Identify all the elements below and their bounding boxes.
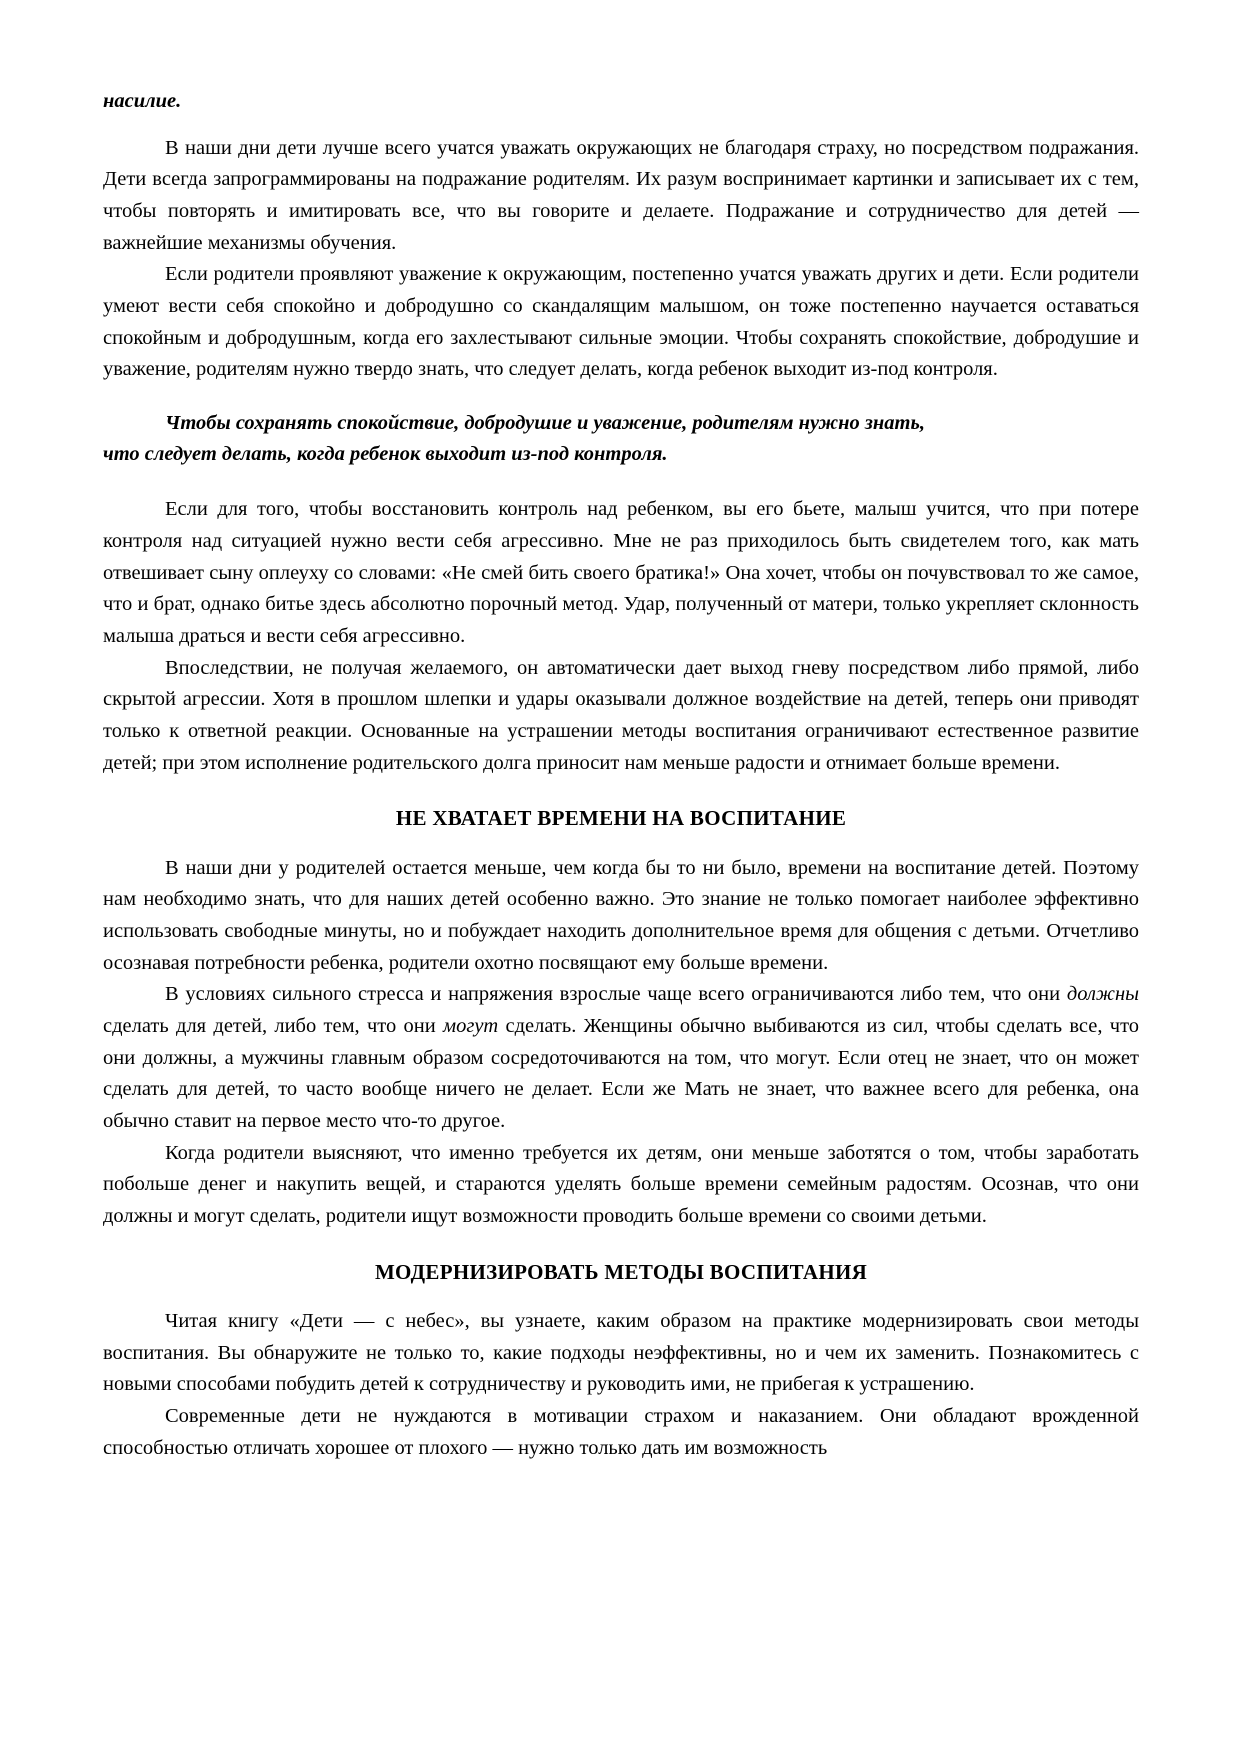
paragraph-modern-children: Современные дети не нуждаются в мотивации страхом и наказанием. Они обладают врожденной способностью отличать хорошее от плохого — нужно только дать им возможность	[103, 1405, 1139, 1459]
stress-part-3: сделать. Женщины обычно выбиваются из сил, чтобы сделать все, что они должны, а мужчины главным образом сосредоточиваются на том, что могут. Если отец не знает, что он может сделать для детей, то часто вообще ничего не делает. Если же Мать не знает, что важнее всего для ребенка, она обычно ставит на первое место что-то другое.	[103, 1015, 1140, 1133]
paragraph-stress	[103, 979, 1139, 1137]
lead-fragment: насилие.	[103, 90, 182, 112]
pullquote-calm	[103, 408, 1139, 470]
paragraph-respect: Если родители проявляют уважение к окружающим, постепенно учатся уважать других и дети. Если родители умеют вести себя спокойно и добродушно со скандалящим малышом, он тоже постепенно научается оставаться спокойным и добродушным, когда его захлестывают сильные эмоции. Чтобы сохранять спокойствие, добродушие и уважение, родителям нужно твердо знать, что следует делать, когда ребенок выходит из-под контроля.	[103, 263, 1139, 381]
paragraph-find-out: Когда родители выясняют, что именно требуется их детям, они меньше заботятся о том, чтобы заработать побольше денег и накупить вещей, и стараются уделять больше времени семейным радостям. Осознав, что они должны и могут сделать, родители ищут возможности проводить больше времени со своими детьми.	[103, 1141, 1139, 1228]
heading-modernize: МОДЕРНИЗИРОВАТЬ МЕТОДЫ ВОСПИТАНИЯ	[374, 1259, 868, 1284]
page-content	[103, 88, 1139, 1464]
emphasis-mogut: могут	[442, 1015, 499, 1038]
paragraph-less-time: В наши дни у родителей остается меньше, чем когда бы то ни было, времени на воспитание детей. Поэтому нам необходимо знать, что для наших детей особенно важно. Это знание не только помогает наиболее эффективно использовать свободные минуты, но и побуждает находить дополнительное время для общения с детьми. Отчетливо осознавая потребности ребенка, родители охотно посвящают ему больше времени.	[103, 856, 1139, 974]
pullquote-line-1: Чтобы сохранять спокойствие, добродушие и уважение, родителям нужно знать,	[165, 412, 925, 435]
stress-part-2: сделать для детей, либо тем, что они	[103, 1015, 443, 1038]
heading-no-time: НЕ ХВАТАЕТ ВРЕМЕНИ НА ВОСПИТАНИЕ	[395, 806, 847, 831]
paragraph-hitting: Если для того, чтобы восстановить контроль над ребенком, вы его бьете, малыш учится, что при потере контроля над ситуацией нужно вести себя агрессивно. Мне не раз приходилось быть свидетелем того, как мать отвешивает сыну оплеуху со словами: «Не смей бить своего братика!» Она хочет, чтобы он почувствовал то же самое, что и брат, однако битье здесь абсолютно порочный метод. Удар, полученный от матери, только укрепляет склонность малыша драться и вести себя агрессивно.	[103, 498, 1139, 648]
paragraph-book: Читая книгу «Дети — с небес», вы узнаете, каким образом на практике модернизировать свои методы воспитания. Вы обнаружите не только то, какие подходы неэффективны, но и чем их заменить. Познакомитесь с новыми способами побудить детей к сотрудничеству и руководить ими, не прибегая к устрашению.	[103, 1310, 1139, 1396]
paragraph-aggression: Впоследствии, не получая желаемого, он автоматически дает выход гневу посредством либо прямой, либо скрытой агрессии. Хотя в прошлом шлепки и удары оказывали должное воздействие на детей, теперь они приводят только к ответной реакции. Основанные на устрашении методы воспитания ограничивают естественное развитие детей; при этом исполнение родительского долга приносит нам меньше радости и отнимает больше времени.	[103, 656, 1139, 774]
paragraph-imitation: В наши дни дети лучше всего учатся уважать окружающих не благодаря страху, но посредством подражания. Дети всегда запрограммированы на подражание родителям. Их разум воспринимает картинки и записывает их с тем, чтобы повторять и имитировать все, что вы говорите и делаете. Подражание и сотрудничество для детей — важнейшие механизмы обучения.	[103, 136, 1139, 254]
emphasis-dolzhny: должны	[1066, 983, 1139, 1006]
stress-part-1: В условиях сильного стресса и напряжения взрослые чаще всего ограничиваются либо тем, что они	[165, 983, 1067, 1006]
pullquote-line-2: что следует делать, когда ребенок выходит из-под контроля.	[103, 443, 668, 466]
